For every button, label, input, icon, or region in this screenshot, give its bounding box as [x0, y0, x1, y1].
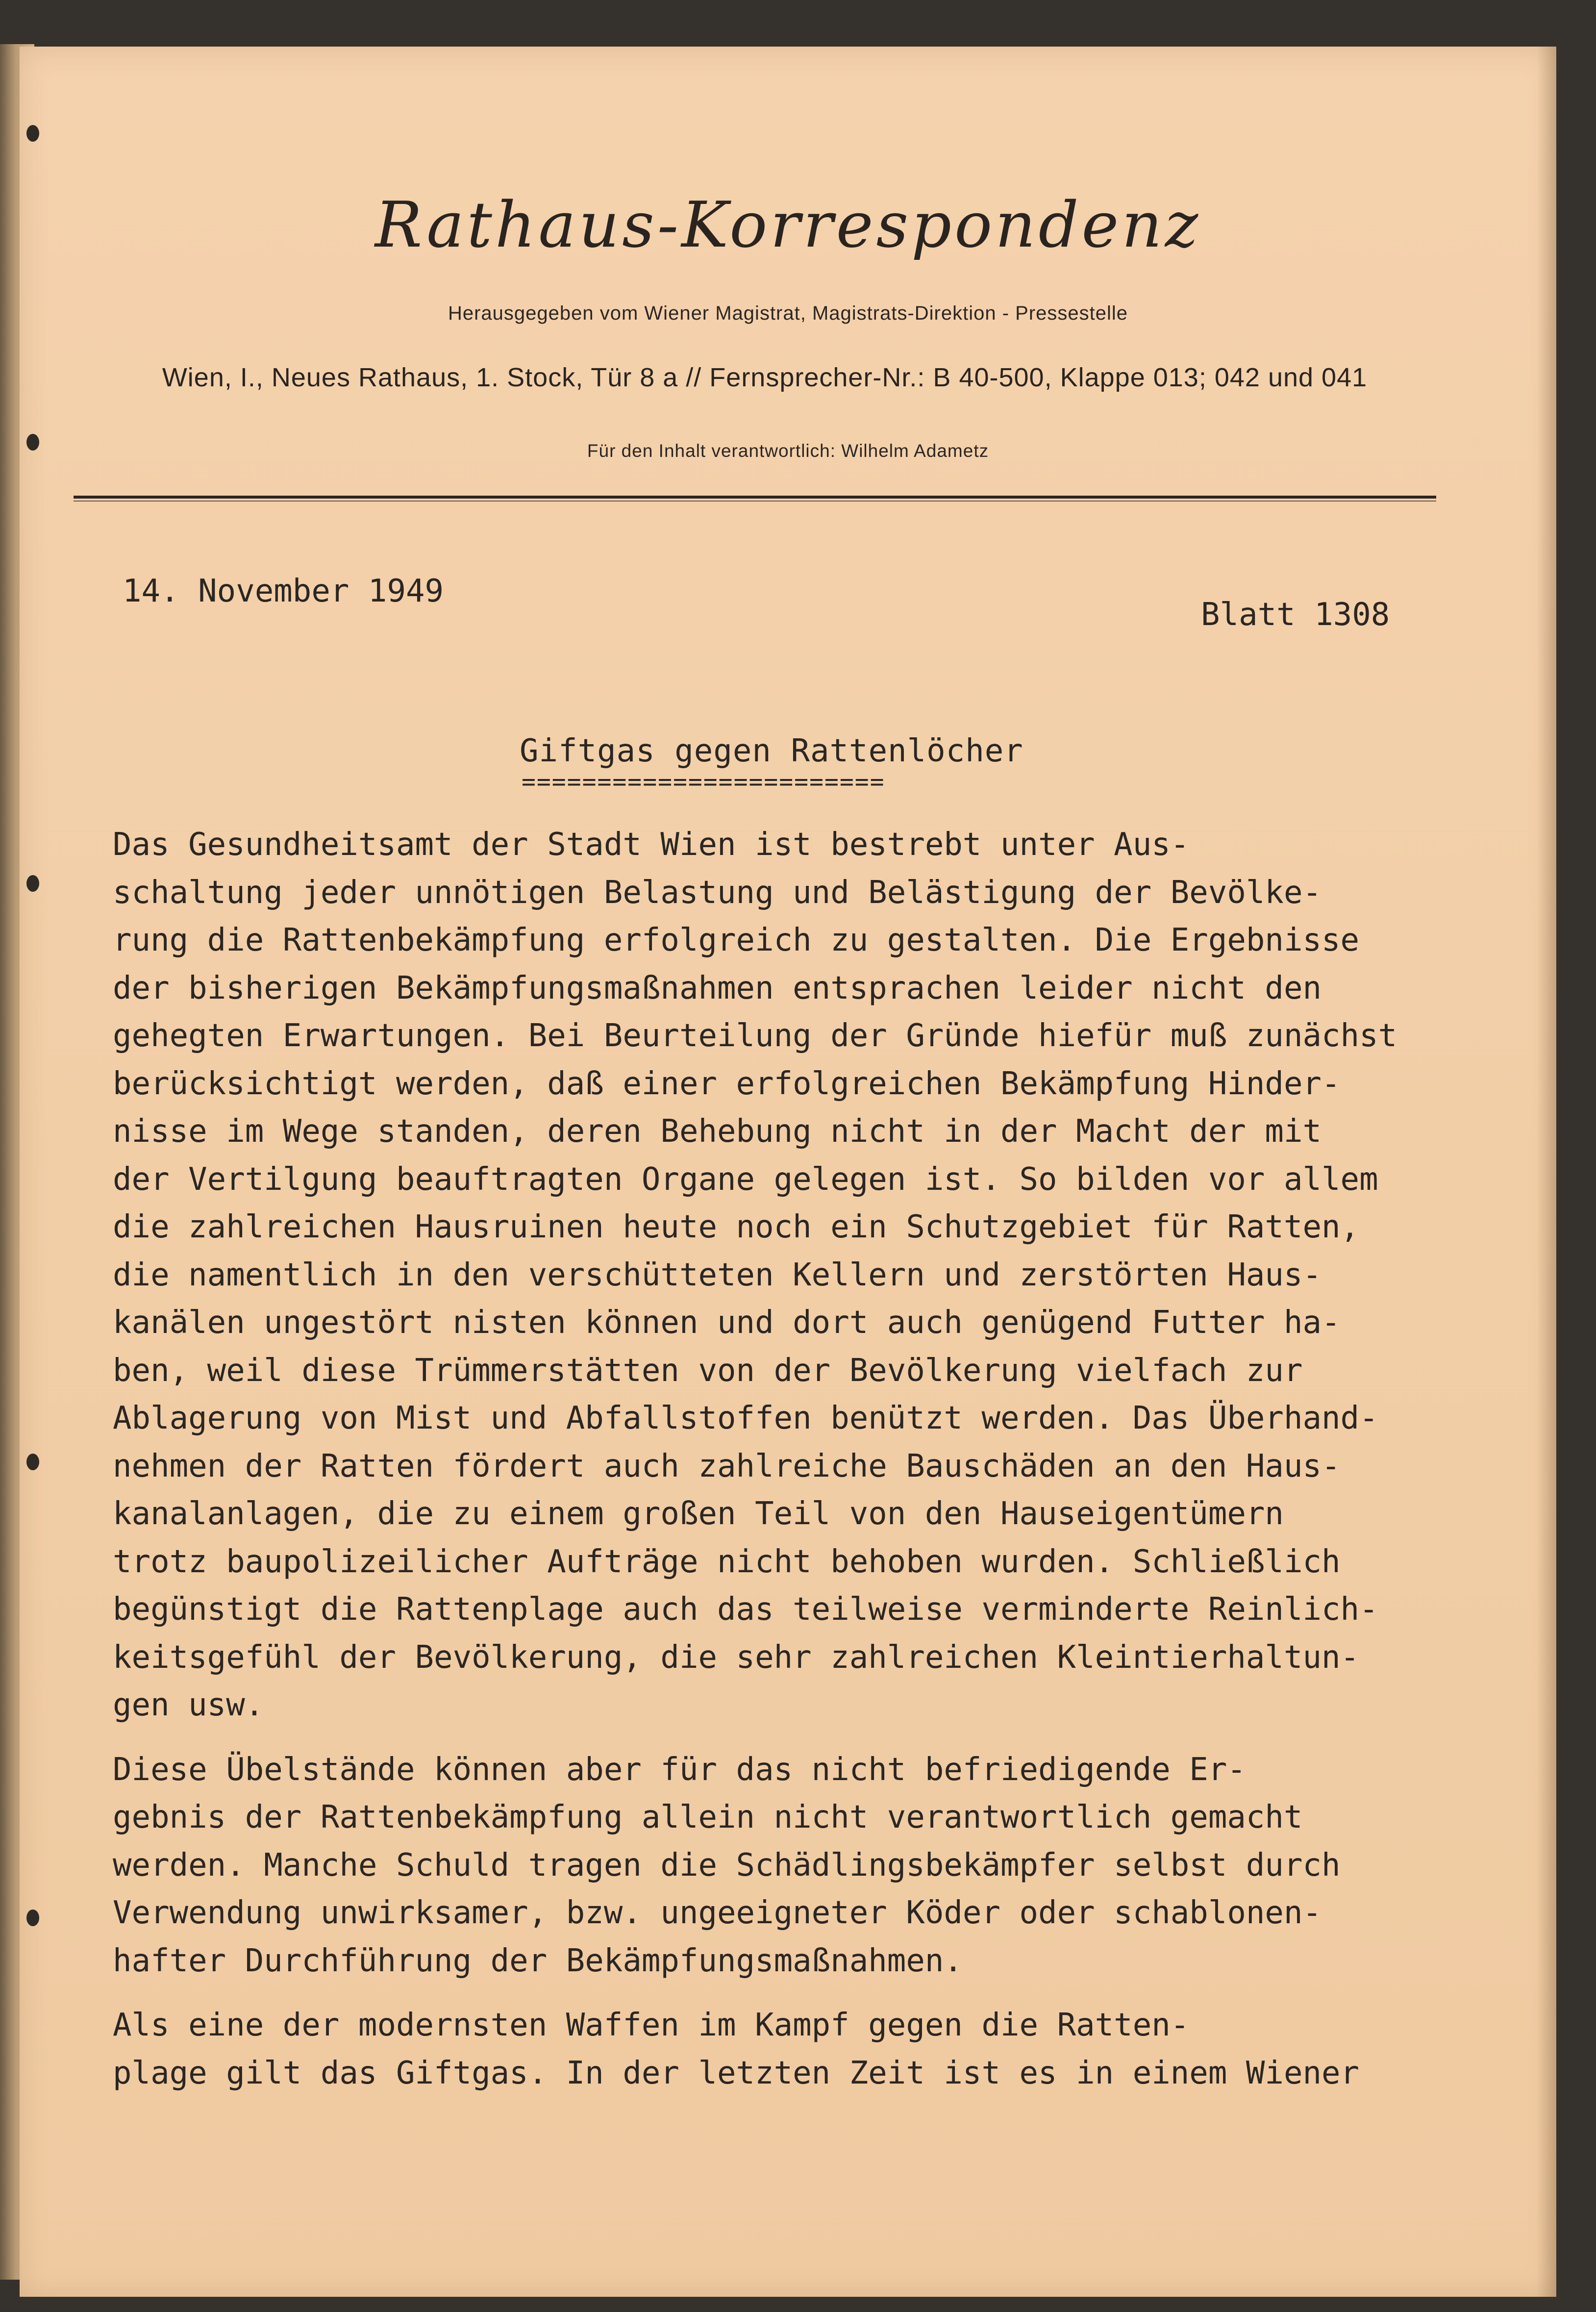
header-rule-thin — [74, 501, 1436, 502]
text-line: kanalanlagen, die zu einem großen Teil von den Hauseigentümern — [113, 1496, 1284, 1532]
masthead-title: Rathaus-Korrespondenz — [374, 189, 1201, 262]
text-line: die zahlreichen Hausruinen heute noch ein Schutzgebiet für Ratten, — [113, 1209, 1360, 1245]
text-line: rung die Rattenbekämpfung erfolgreich zu gestalten. Die Ergebnisse — [113, 922, 1360, 958]
binding-hole — [26, 1454, 39, 1470]
header-rule — [74, 496, 1436, 499]
text-line: ben, weil diese Trümmerstätten von der Bevölkerung vielfach zur — [113, 1352, 1303, 1389]
text-line: werden. Manche Schuld tragen die Schädlingsbekämpfer selbst durch — [113, 1847, 1341, 1884]
text-line: hafter Durchführung der Bekämpfungsmaßnahmen. — [113, 1942, 963, 1979]
publisher-line: Herausgegeben vom Wiener Magistrat, Magistrats-Direktion - Pressestelle — [448, 302, 1128, 324]
responsible-line: Für den Inhalt verantwortlich: Wilhelm Adametz — [587, 441, 989, 461]
text-line: plage gilt das Giftgas. In der letzten Zeit ist es in einem Wiener — [113, 2055, 1360, 2091]
text-line: keitsgefühl der Bevölkerung, die sehr zahlreichen Kleintierhaltun- — [113, 1639, 1360, 1676]
binding-hole — [26, 875, 39, 892]
text-line: Das Gesundheitsamt der Stadt Wien ist bestrebt unter Aus- — [113, 827, 1190, 863]
text-line: schaltung jeder unnötigen Belastung und Belästigung der Bevölke- — [113, 874, 1322, 911]
text-line: gebnis der Rattenbekämpfung allein nicht verantwortlich gemacht — [113, 1799, 1303, 1835]
document-page — [20, 47, 1556, 2297]
article-title: Giftgas gegen Rattenlöcher — [520, 733, 1023, 769]
paragraph-gap — [113, 1985, 1495, 2002]
text-line: gehegten Erwartungen. Bei Beurteilung der Gründe hiefür muß zunächst — [113, 1018, 1397, 1054]
text-line: Als eine der modernsten Waffen im Kampf gegen die Ratten- — [113, 2007, 1190, 2043]
title-underline: ======================== — [522, 768, 885, 796]
address-line: Wien, I., Neues Rathaus, 1. Stock, Tür 8 a // Fernsprecher-Nr.: B 40-500, Klappe 013; 042 und 041 — [162, 363, 1368, 392]
article-body — [113, 821, 1495, 2097]
text-line: gen usw. — [113, 1687, 264, 1723]
text-line: Diese Übelstände können aber für das nicht befriedigende Er- — [113, 1751, 1246, 1788]
document-date: 14. November 1949 — [123, 573, 444, 609]
text-line: kanälen ungestört nisten können und dort auch genügend Futter ha- — [113, 1305, 1341, 1341]
binding-hole — [26, 1910, 39, 1926]
page-shadow — [1537, 47, 1556, 2297]
text-line: trotz baupolizeilicher Aufträge nicht behoben wurden. Schließlich — [113, 1543, 1341, 1580]
text-line: begünstigt die Rattenplage auch das teilweise verminderte Reinlich- — [113, 1591, 1378, 1628]
text-line: nehmen der Ratten fördert auch zahlreiche Bauschäden an den Haus- — [113, 1448, 1341, 1484]
text-line: der bisherigen Bekämpfungsmaßnahmen entsprachen leider nicht den — [113, 970, 1322, 1006]
text-line: Verwendung unwirksamer, bzw. ungeeigneter Köder oder schablonen- — [113, 1895, 1322, 1931]
text-line: berücksichtigt werden, daß einer erfolgreichen Bekämpfung Hinder- — [113, 1065, 1341, 1102]
text-line: nisse im Wege standen, deren Behebung nicht in der Macht der mit — [113, 1113, 1322, 1150]
sheet-number: Blatt 1308 — [1201, 597, 1390, 633]
text-line: der Vertilgung beauftragten Organe gelegen ist. So bilden vor allem — [113, 1161, 1378, 1198]
text-line: die namentlich in den verschütteten Kellern und zerstörten Haus- — [113, 1257, 1322, 1293]
binding-hole — [26, 125, 39, 142]
text-line: Ablagerung von Mist und Abfallstoffen benützt werden. Das Überhand- — [113, 1400, 1378, 1436]
paragraph-gap — [113, 1730, 1495, 1746]
